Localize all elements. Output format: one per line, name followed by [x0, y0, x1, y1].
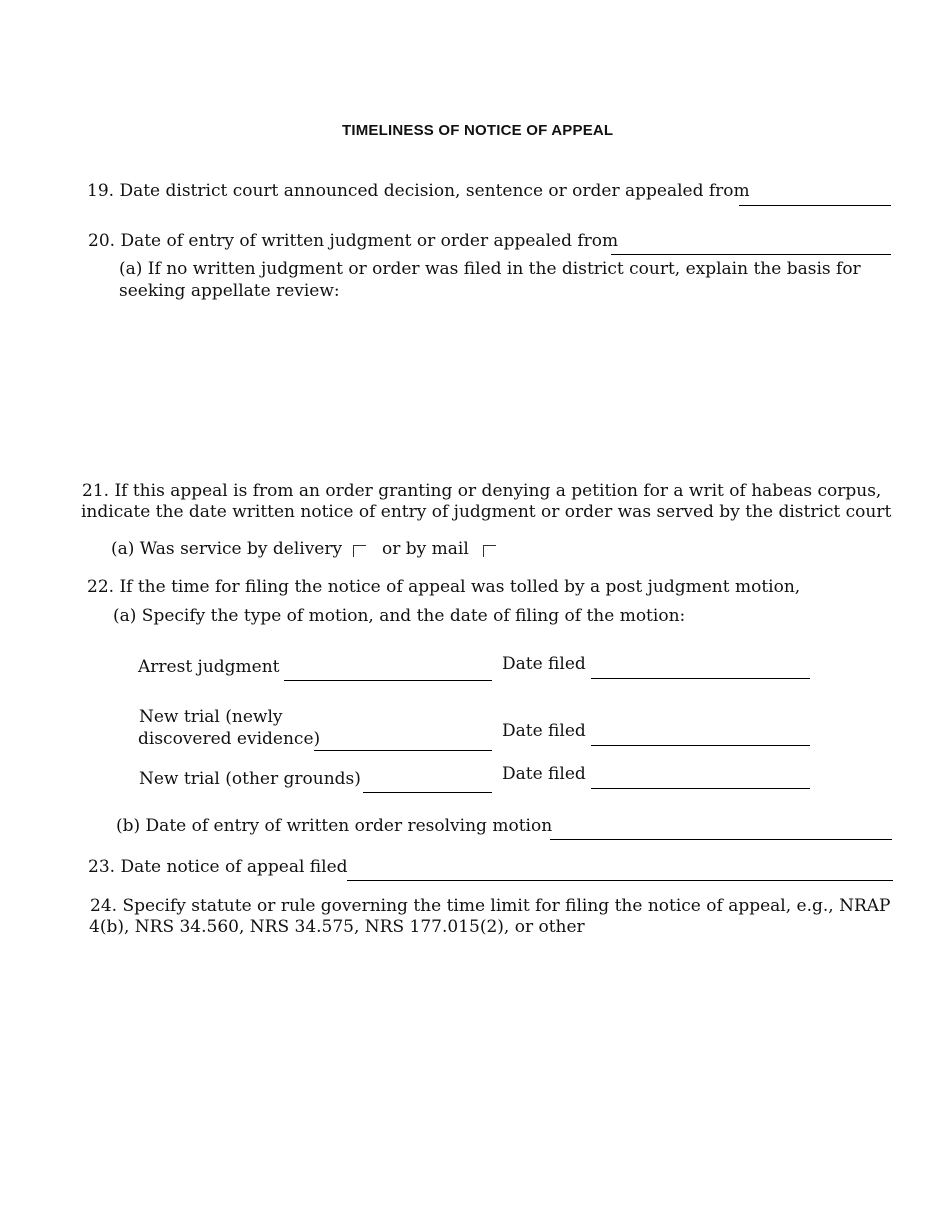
motion-new-trial-evidence-date-field[interactable]: [591, 745, 810, 746]
motion-new-trial-evidence-label-line1: New trial (newly: [139, 707, 283, 727]
delivery-checkbox[interactable]: [353, 545, 366, 557]
motion-new-trial-evidence-label-line2: discovered evidence): [138, 729, 321, 749]
q24-answer-area[interactable]: [89, 944, 889, 1064]
motion-arrest-judgment-date-field[interactable]: [591, 678, 810, 679]
q21-sub-a-label: (a) Was service by delivery: [111, 539, 343, 559]
motion-new-trial-evidence-date-label: Date filed: [502, 721, 586, 741]
motion-arrest-judgment-date-label: Date filed: [502, 654, 586, 674]
motion-new-trial-other-date-field[interactable]: [591, 788, 810, 789]
motion-arrest-judgment-field[interactable]: [284, 680, 492, 681]
q19-label: 19. Date district court announced decision, sentence or order appealed from: [87, 181, 750, 201]
q22-sub-b: (b) Date of entry of written order resolving motion: [116, 816, 553, 836]
motion-new-trial-other-field[interactable]: [363, 792, 492, 793]
motion-new-trial-other-label: New trial (other grounds): [139, 769, 361, 789]
q22-line1: 22. If the time for filing the notice of appeal was tolled by a post judgment motion,: [87, 577, 801, 597]
motion-arrest-judgment-label: Arrest judgment: [138, 657, 280, 677]
q20-explanation-area[interactable]: [119, 306, 889, 466]
q21-line1: 21. If this appeal is from an order granting or denying a petition for a writ of habeas corpus,: [82, 481, 882, 501]
q24-line1: 24. Specify statute or rule governing the time limit for filing the notice of appeal, e.g., NRAP: [90, 896, 891, 916]
q21-line2: indicate the date written notice of entry of judgment or order was served by the district court: [81, 502, 892, 522]
q23-label: 23. Date notice of appeal filed: [88, 857, 348, 877]
q22-sub-a: (a) Specify the type of motion, and the date of filing of the motion:: [113, 606, 686, 626]
q20-date-field[interactable]: [611, 254, 891, 255]
motion-new-trial-evidence-field[interactable]: [314, 750, 492, 751]
q21-or-by-mail: or by mail: [382, 539, 469, 559]
q19-date-field[interactable]: [739, 205, 891, 206]
q24-line2: 4(b), NRS 34.560, NRS 34.575, NRS 177.015(2), or other: [89, 917, 585, 937]
q20-sub-a-line1: (a) If no written judgment or order was filed in the district court, explain the basis for: [119, 259, 861, 279]
q22-sub-b-date-field[interactable]: [550, 839, 892, 840]
mail-checkbox[interactable]: [483, 545, 496, 557]
q20-sub-a-line2: seeking appellate review:: [119, 281, 340, 301]
q20-label: 20. Date of entry of written judgment or order appealed from: [88, 231, 619, 251]
motion-new-trial-other-date-label: Date filed: [502, 764, 586, 784]
q23-date-field[interactable]: [347, 880, 893, 881]
section-title: TIMELINESS OF NOTICE OF APPEAL: [342, 122, 614, 139]
